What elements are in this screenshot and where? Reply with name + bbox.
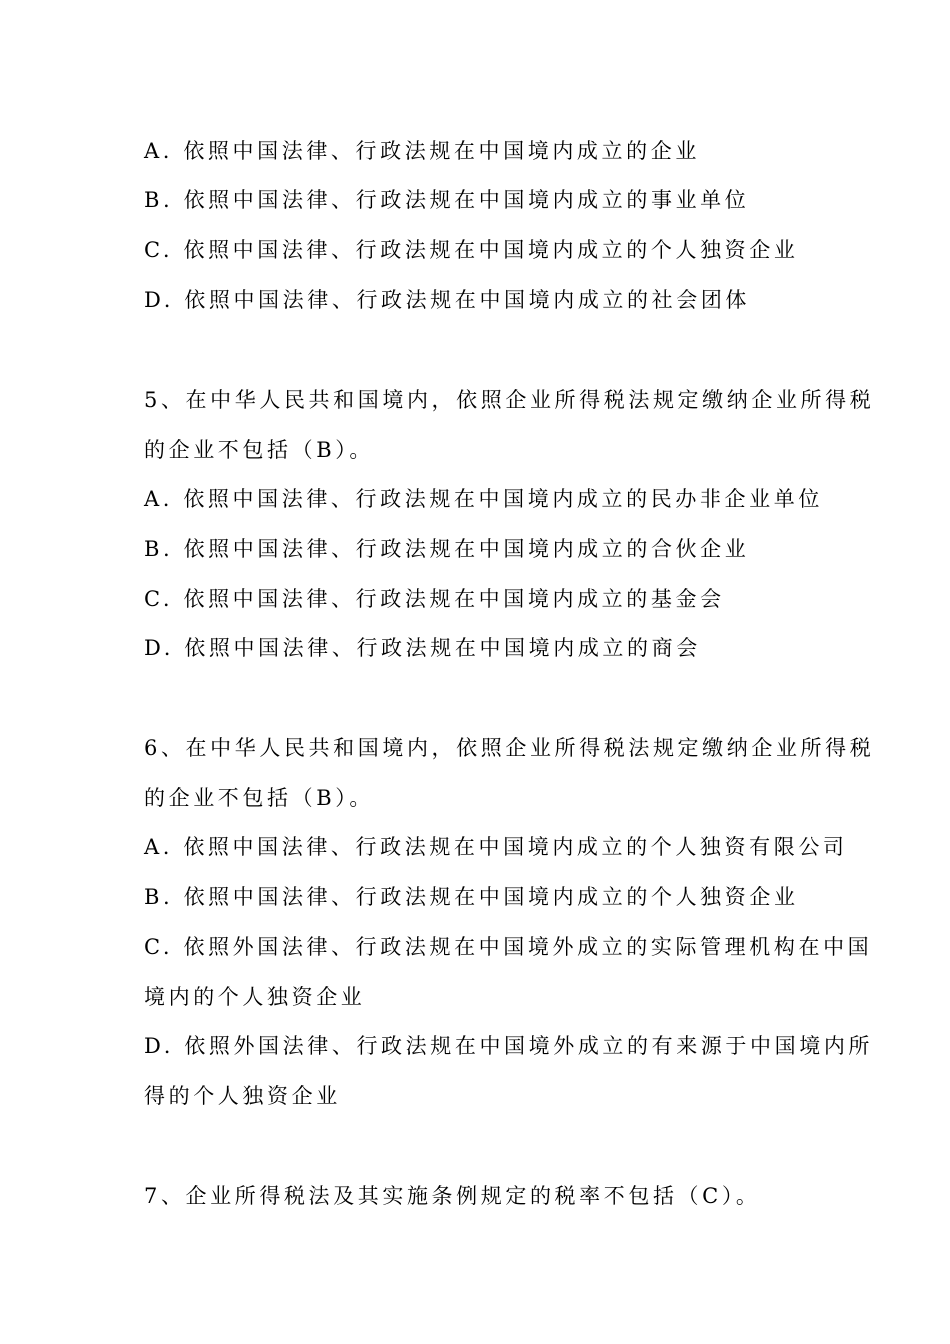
q6-option-c-line-2: 境内的个人独资企业	[144, 985, 366, 1009]
q4-option-d: D. 依照中国法律、行政法规在中国境内成立的社会团体	[144, 288, 751, 312]
q5-stem-line-2: 的企业不包括（B）。	[144, 438, 374, 462]
q4-option-a: A. 依照中国法律、行政法规在中国境内成立的企业	[144, 139, 700, 163]
q5-option-a: A. 依照中国法律、行政法规在中国境内成立的民办非企业单位	[144, 487, 823, 511]
q7-stem: 7、企业所得税法及其实施条例规定的税率不包括（C）。	[144, 1184, 761, 1208]
q6-option-b: B. 依照中国法律、行政法规在中国境内成立的个人独资企业	[144, 885, 799, 909]
q5-option-d: D. 依照中国法律、行政法规在中国境内成立的商会	[144, 636, 701, 660]
q6-option-a: A. 依照中国法律、行政法规在中国境内成立的个人独资有限公司	[144, 835, 848, 859]
q4-option-c: C. 依照中国法律、行政法规在中国境内成立的个人独资企业	[144, 238, 799, 262]
q6-option-c-line-1: C. 依照外国法律、行政法规在中国境外成立的实际管理机构在中国	[144, 935, 873, 959]
q6-option-d-line-1: D. 依照外国法律、行政法规在中国境外成立的有来源于中国境内所	[144, 1034, 874, 1058]
q5-option-c: C. 依照中国法律、行政法规在中国境内成立的基金会	[144, 587, 725, 611]
q6-stem-line-1: 6、在中华人民共和国境内，依照企业所得税法规定缴纳企业所得税	[144, 736, 875, 760]
q5-stem-line-1: 5、在中华人民共和国境内，依照企业所得税法规定缴纳企业所得税	[144, 388, 875, 412]
q4-option-b: B. 依照中国法律、行政法规在中国境内成立的事业单位	[144, 188, 750, 212]
q6-option-d-line-2: 得的个人独资企业	[144, 1084, 341, 1108]
q6-stem-line-2: 的企业不包括（B）。	[144, 786, 374, 810]
q5-option-b: B. 依照中国法律、行政法规在中国境内成立的合伙企业	[144, 537, 750, 561]
